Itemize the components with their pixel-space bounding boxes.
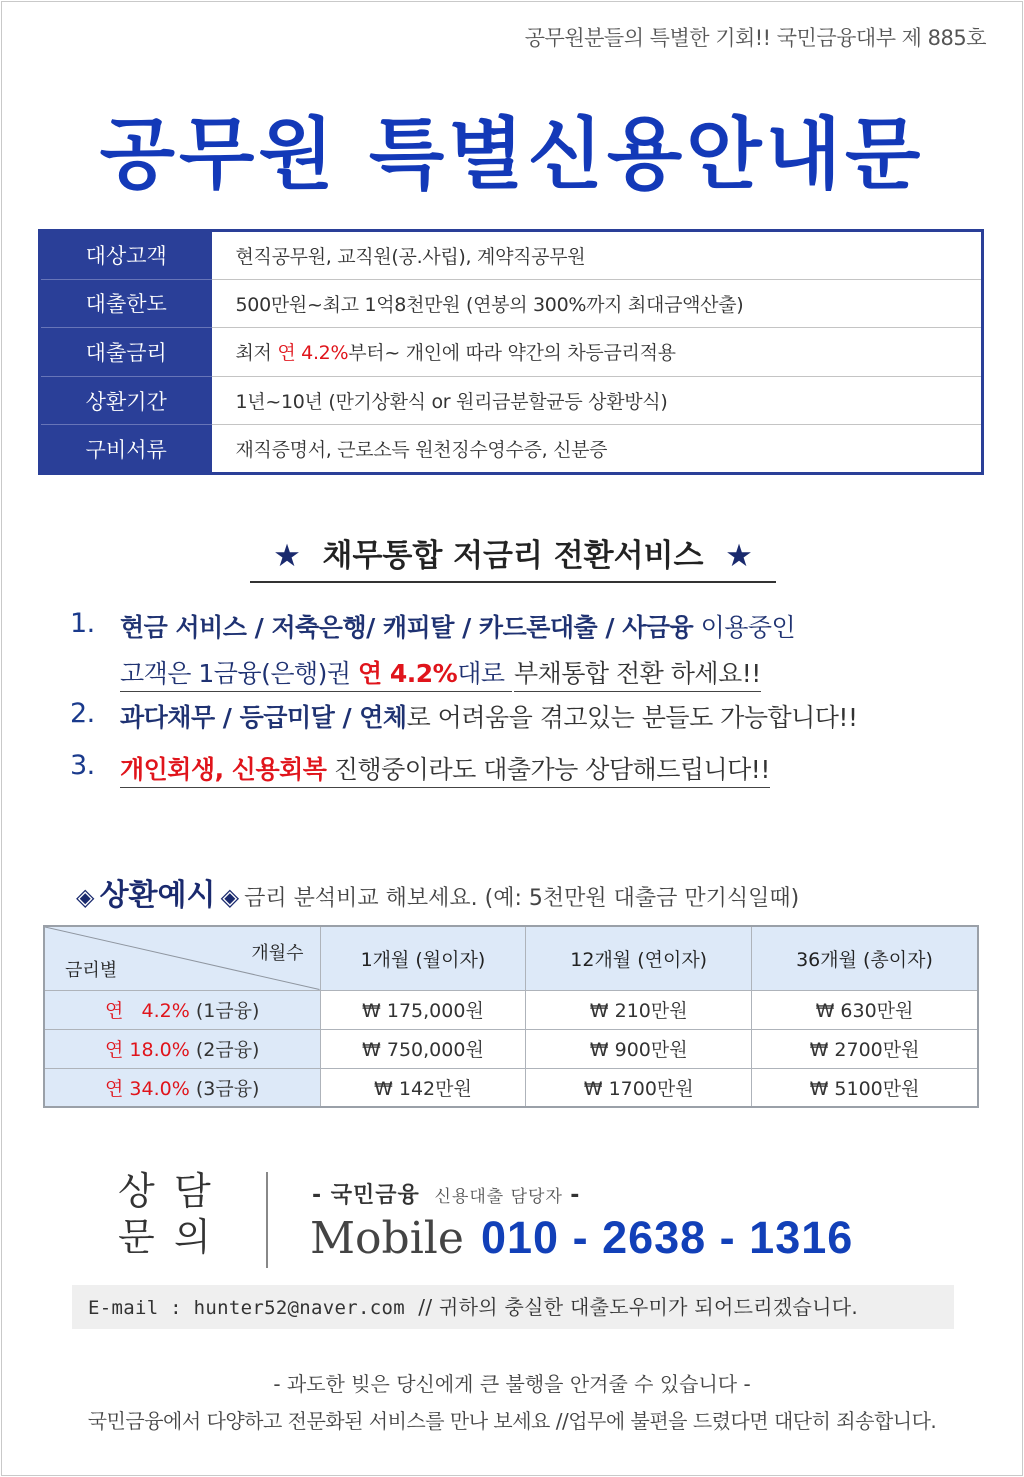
info-value-pre: 최저 bbox=[235, 342, 278, 365]
repayment-subtitle: 금리 분석비교 해보세요. (예: 5천만원 대출금 만기식일때) bbox=[244, 886, 800, 911]
item-text: 이용중인 bbox=[693, 613, 796, 642]
repayment-table bbox=[43, 925, 979, 1108]
corner-rate-label: 금리별 bbox=[65, 959, 118, 981]
item-text: 로 어려움을 겪고있는 분들도 가능합니다!! bbox=[406, 703, 858, 732]
contact-label: 상 담 문 의 bbox=[118, 1169, 211, 1259]
loan-info-table bbox=[38, 229, 984, 475]
rate-cell: 연 18.0% (2금융) bbox=[44, 1029, 320, 1068]
info-row-term bbox=[40, 376, 983, 425]
item-text-underlined: 고객은 1금융(은행)권 연 4.2%대로 bbox=[120, 659, 512, 692]
email-address[interactable]: E-mail : hunter52@naver.com bbox=[88, 1297, 405, 1319]
mobile-contact bbox=[310, 1212, 853, 1264]
mobile-label: Mobile bbox=[310, 1213, 464, 1264]
table-row bbox=[44, 1068, 978, 1107]
column-header: 12개월 (연이자) bbox=[526, 926, 752, 990]
item-number: 2. bbox=[70, 698, 95, 729]
corner-months-label: 개월수 bbox=[251, 943, 304, 964]
company-name: - 국민금융 bbox=[312, 1183, 420, 1208]
service-heading bbox=[250, 530, 776, 583]
item-text-underlined: 부채통합 전환 하세요!! bbox=[514, 659, 761, 692]
info-row-rate bbox=[40, 328, 983, 377]
item-bold: 현금 서비스 / 저축은행/ 캐피탈 / 카드론대출 / 사금융 bbox=[120, 613, 694, 642]
info-value: 현직공무원, 교직원(공.사립), 계약직공무원 bbox=[212, 231, 983, 280]
rate-cell: 연 34.0% (3금융) bbox=[44, 1068, 320, 1107]
interest-cell: ₩ 750,000원 bbox=[320, 1029, 526, 1068]
star-icon: ★ bbox=[273, 538, 301, 574]
star-icon: ★ bbox=[725, 538, 753, 574]
column-header: 36개월 (총이자) bbox=[752, 926, 978, 990]
info-label: 상환기간 bbox=[40, 376, 212, 425]
repayment-title: 상환예시 bbox=[99, 878, 216, 913]
interest-cell: ₩ 142만원 bbox=[320, 1068, 526, 1107]
info-label: 대출금리 bbox=[40, 328, 212, 377]
info-value: 1년~10년 (만기상환식 or 원리금분할균등 상환방식) bbox=[212, 376, 983, 425]
interest-cell: ₩ 5100만원 bbox=[752, 1068, 978, 1107]
mobile-number[interactable]: 010 - 2638 - 1316 bbox=[481, 1212, 854, 1263]
item-text-underlined: 개인회생, 신용회복 진행중이라도 대출가능 상담해드립니다!! bbox=[120, 755, 770, 788]
interest-cell: ₩ 900만원 bbox=[526, 1029, 752, 1068]
contact-divider bbox=[266, 1172, 268, 1268]
interest-cell: ₩ 1700만원 bbox=[526, 1068, 752, 1107]
role-title: 신용대출 담당자 bbox=[434, 1187, 563, 1207]
diamond-icon: ◈ bbox=[220, 883, 240, 911]
info-value-rate: 연 4.2% bbox=[277, 342, 349, 365]
info-label: 대출한도 bbox=[40, 279, 212, 328]
info-value-post: 부터~ 개인에 따라 약간의 차등금리적용 bbox=[348, 342, 676, 365]
rate-cell: 연 4.2% (1금융) bbox=[44, 990, 320, 1029]
info-value: 재직증명서, 근로소득 원천징수영수증, 신분증 bbox=[235, 439, 608, 462]
table-corner-cell bbox=[44, 926, 320, 990]
item-number: 1. bbox=[70, 608, 95, 639]
table-header-row bbox=[44, 926, 978, 990]
item-bold: 과다채무 / 등급미달 / 연체 bbox=[120, 703, 407, 732]
service-heading-text: 채무통합 저금리 전환서비스 bbox=[322, 538, 704, 574]
repayment-heading bbox=[76, 870, 799, 914]
footer-message: 국민금융에서 다양하고 전문화된 서비스를 만나 보세요 //업무에 불편을 드렸다면 대단히 죄송합니다. bbox=[87, 1409, 937, 1433]
info-label: 구비서류 bbox=[40, 425, 212, 474]
column-header: 1개월 (월이자) bbox=[320, 926, 526, 990]
item-body bbox=[120, 608, 795, 690]
info-row-limit bbox=[40, 279, 983, 328]
diamond-icon: ◈ bbox=[76, 883, 95, 911]
interest-cell: ₩ 210만원 bbox=[526, 990, 752, 1029]
top-note: 공무원분들의 특별한 기회!! 국민금융대부 제 885호 bbox=[524, 26, 986, 50]
item-body bbox=[120, 750, 770, 786]
interest-cell: ₩ 630만원 bbox=[752, 990, 978, 1029]
info-row-documents bbox=[40, 425, 983, 474]
email-note: // 귀하의 충실한 대출도우미가 되어드리겠습니다. bbox=[418, 1295, 859, 1319]
info-value: 500만원~최고 1억8천만원 (연봉의 300%까지 최대금액산출) bbox=[212, 279, 983, 328]
info-label: 대상고객 bbox=[40, 231, 212, 280]
info-value bbox=[212, 328, 983, 377]
contact-role: - 국민금융 신용대출 담당자 - bbox=[312, 1183, 581, 1208]
item-body bbox=[120, 698, 857, 734]
item-number: 3. bbox=[70, 750, 95, 781]
interest-cell: ₩ 2700만원 bbox=[752, 1029, 978, 1068]
email-bar bbox=[72, 1285, 954, 1329]
table-row bbox=[44, 1029, 978, 1068]
table-row bbox=[44, 990, 978, 1029]
interest-cell: ₩ 175,000원 bbox=[320, 990, 526, 1029]
page-title: 공무원 특별신용안내문 bbox=[99, 110, 925, 200]
footer-warning: - 과도한 빚은 당신에게 큰 불행을 안겨줄 수 있습니다 - bbox=[273, 1372, 751, 1396]
info-row-target bbox=[40, 231, 983, 280]
